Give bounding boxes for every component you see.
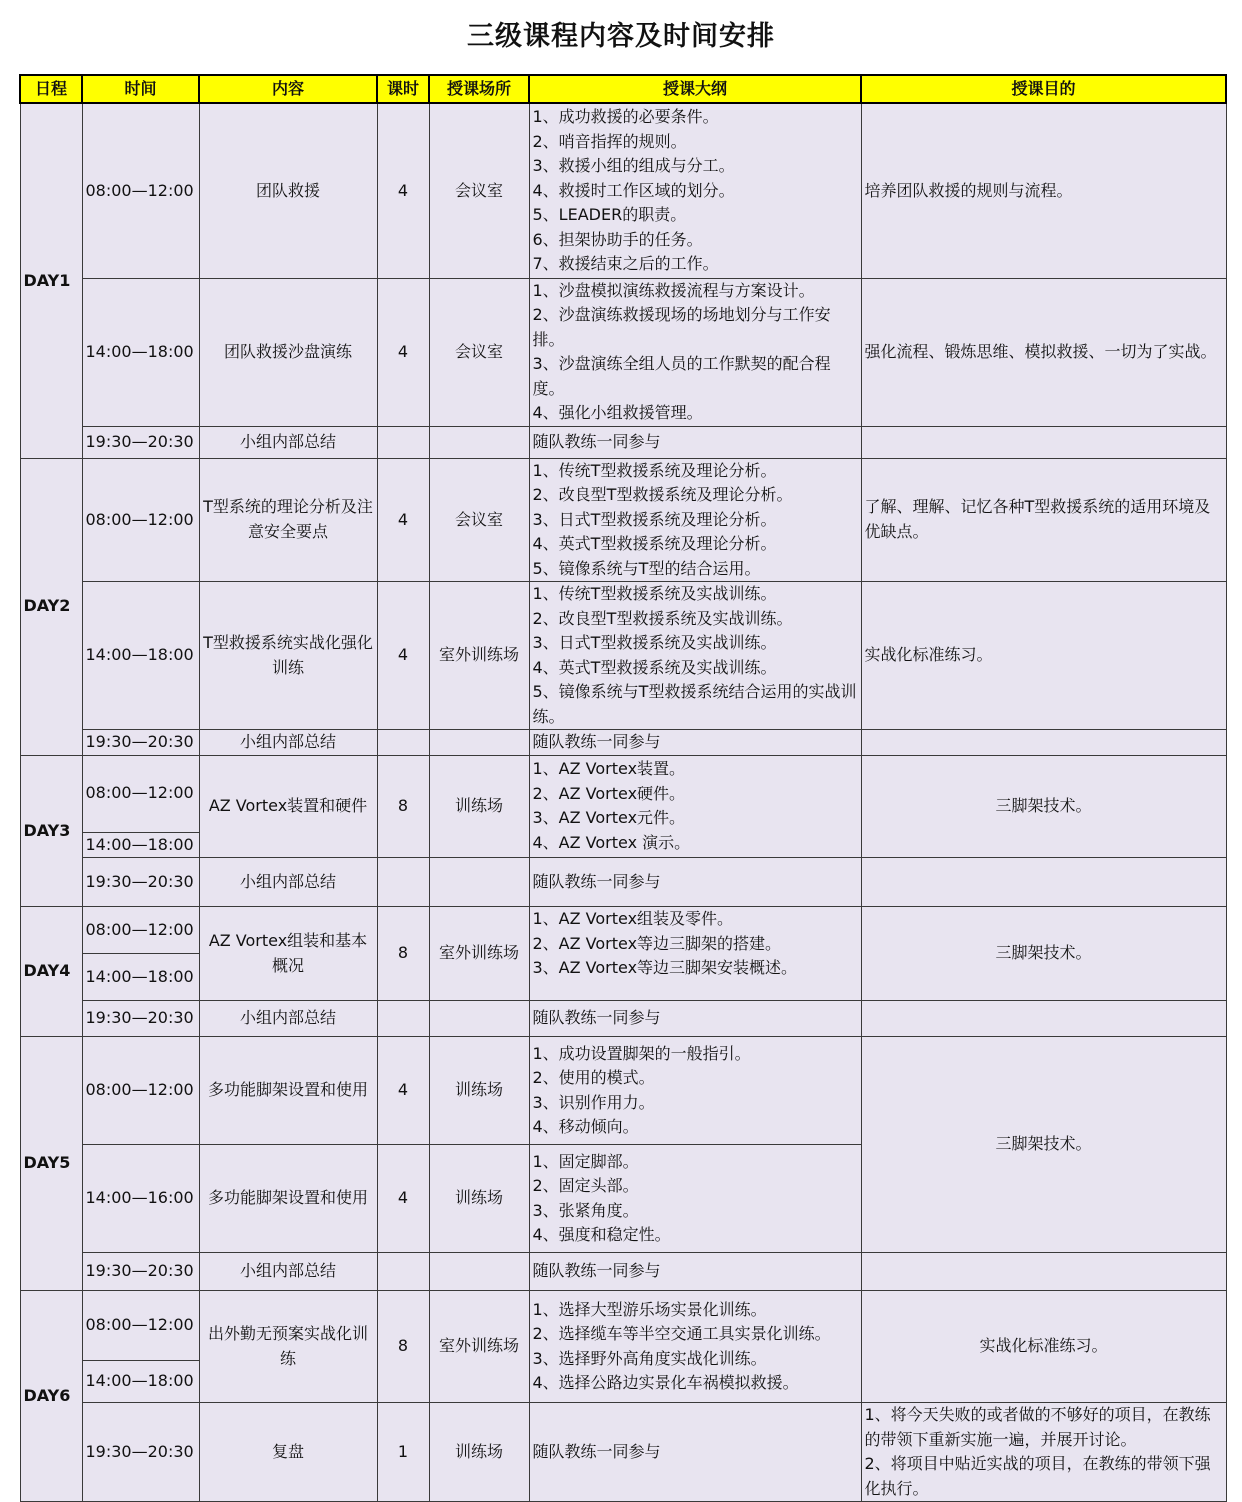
time-cell: 08:00—12:00 (82, 1037, 199, 1145)
outline-item: 2、改良型T型救援系统及实战训练。 (532, 608, 793, 628)
time-cell: 14:00—18:00 (82, 1361, 199, 1403)
outline-item: 6、担架协助手的任务。 (532, 229, 703, 249)
outline-item: 3、AZ Vortex等边三脚架安装概述。 (532, 958, 798, 977)
hours-cell (377, 1253, 429, 1291)
day-label: DAY2 (20, 458, 82, 755)
day-label: DAY4 (20, 907, 82, 1037)
outline-cell: 随队教练一同参与 (529, 1001, 861, 1037)
outline-item: 4、救援时工作区域的划分。 (532, 180, 735, 200)
day-label: DAY5 (20, 1037, 82, 1291)
outline-cell: 随队教练一同参与 (529, 1403, 861, 1502)
time-cell: 19:30—20:30 (82, 730, 199, 756)
header-row (20, 75, 1226, 103)
outline-item: 1、沙盘模拟演练救援流程与方案设计。 (532, 280, 815, 300)
outline-item: 2、改良型T型救援系统及理论分析。 (532, 485, 793, 504)
table-row (20, 755, 1226, 832)
venue-cell: 训练场 (429, 1037, 529, 1145)
venue-cell (429, 1001, 529, 1037)
content-cell: AZ Vortex装置和硬件 (199, 755, 377, 858)
venue-cell: 训练场 (429, 1145, 529, 1253)
outline-item: 3、选择野外高角度实战化训练。 (532, 1348, 767, 1368)
hours-cell: 4 (377, 458, 429, 582)
purpose-cell: 强化流程、锻炼思维、模拟救援、一切为了实战。 (861, 278, 1226, 426)
time-cell: 19:30—20:30 (82, 1001, 199, 1037)
outline-item: 2、AZ Vortex等边三脚架的搭建。 (532, 933, 782, 953)
content-cell: 小组内部总结 (199, 858, 377, 907)
table-row (20, 907, 1226, 954)
outline-item: 4、强化小组救援管理。 (532, 403, 703, 422)
outline-item: 2、使用的模式。 (532, 1068, 655, 1087)
purpose-cell: 实战化标准练习。 (861, 1291, 1226, 1403)
outline-item: 2、AZ Vortex硬件。 (532, 783, 686, 803)
hours-cell (377, 858, 429, 907)
time-cell: 08:00—12:00 (82, 1291, 199, 1361)
header-venue: 授课场所 (429, 75, 529, 103)
venue-cell (429, 858, 529, 907)
content-cell: 小组内部总结 (199, 730, 377, 756)
outline-item: 7、救援结束之后的工作。 (532, 254, 719, 273)
outline-item: 2、选择缆车等半空交通工具实景化训练。 (532, 1324, 831, 1343)
venue-cell: 室外训练场 (429, 907, 529, 1001)
day-label: DAY3 (20, 755, 82, 907)
hours-cell (377, 730, 429, 756)
outline-item: 4、AZ Vortex 演示。 (532, 832, 691, 852)
outline-item: 3、张紧角度。 (532, 1200, 639, 1220)
hours-cell: 4 (377, 1145, 429, 1253)
outline-cell (529, 907, 861, 1001)
venue-cell (429, 426, 529, 458)
outline-item: 1、传统T型救援系统及理论分析。 (532, 460, 777, 480)
content-cell: 复盘 (199, 1403, 377, 1502)
venue-cell (429, 730, 529, 756)
venue-cell: 室外训练场 (429, 582, 529, 730)
outline-cell (529, 1291, 861, 1403)
table-row (20, 858, 1226, 907)
outline-item: 1、AZ Vortex组装及零件。 (532, 909, 734, 928)
venue-cell: 训练场 (429, 755, 529, 858)
outline-item: 1、成功救援的必要条件。 (532, 107, 719, 126)
outline-cell: 随队教练一同参与 (529, 730, 861, 756)
day-label: DAY6 (20, 1291, 82, 1502)
venue-cell: 室外训练场 (429, 1291, 529, 1403)
table-row (20, 1253, 1226, 1291)
time-cell: 08:00—12:00 (82, 458, 199, 582)
outline-item: 5、镜像系统与T型救援系统结合运用的实战训练。 (532, 682, 857, 726)
hours-cell: 8 (377, 1291, 429, 1403)
time-cell: 08:00—12:00 (82, 103, 199, 278)
table-row (20, 1037, 1226, 1145)
outline-item: 3、沙盘演练全组人员的工作默契的配合程度。 (532, 354, 831, 398)
header-hours: 课时 (377, 75, 429, 103)
table-row (20, 426, 1226, 458)
outline-item: 1、传统T型救援系统及实战训练。 (532, 584, 777, 603)
outline-cell (529, 1145, 861, 1253)
page-title: 三级课程内容及时间安排 (467, 21, 775, 52)
venue-cell (429, 1253, 529, 1291)
hours-cell: 4 (377, 1037, 429, 1145)
content-cell: 小组内部总结 (199, 1253, 377, 1291)
venue-cell: 会议室 (429, 278, 529, 426)
time-cell: 19:30—20:30 (82, 1253, 199, 1291)
hours-cell (377, 426, 429, 458)
purpose-cell (861, 1001, 1226, 1037)
outline-item: 5、LEADER的职责。 (532, 205, 687, 224)
table-row (20, 582, 1226, 730)
purpose-cell (861, 1403, 1226, 1502)
table-row (20, 730, 1226, 756)
outline-cell: 随队教练一同参与 (529, 858, 861, 907)
purpose-cell (861, 730, 1226, 756)
outline-item: 4、选择公路边实景化车祸模拟救援。 (532, 1373, 799, 1392)
outline-item: 1、选择大型游乐场实景化训练。 (532, 1299, 767, 1319)
purpose-cell (861, 858, 1226, 907)
time-cell: 08:00—12:00 (82, 907, 199, 954)
time-cell: 14:00—16:00 (82, 1145, 199, 1253)
outline-item: 5、镜像系统与T型的结合运用。 (532, 558, 761, 578)
table-row (20, 103, 1226, 278)
purpose-cell: 三脚架技术。 (861, 907, 1226, 1001)
outline-item: 3、救援小组的组成与分工。 (532, 156, 735, 175)
outline-cell: 随队教练一同参与 (529, 1253, 861, 1291)
header-purpose: 授课目的 (861, 75, 1226, 103)
outline-cell (529, 458, 861, 582)
header-outline: 授课大纲 (529, 75, 861, 103)
outline-cell: 随队教练一同参与 (529, 426, 861, 458)
purpose-cell (861, 1253, 1226, 1291)
content-cell: 多功能脚架设置和使用 (199, 1145, 377, 1253)
outline-item: 3、识别作用力。 (532, 1092, 655, 1112)
table-row (20, 278, 1226, 426)
purpose-cell: 培养团队救援的规则与流程。 (861, 103, 1226, 278)
outline-cell (529, 103, 861, 278)
time-cell: 19:30—20:30 (82, 1403, 199, 1502)
header-content: 内容 (199, 75, 377, 103)
content-cell: 小组内部总结 (199, 1001, 377, 1037)
table-row (20, 1001, 1226, 1037)
outline-item: 4、移动倾向。 (532, 1117, 639, 1136)
content-cell: 小组内部总结 (199, 426, 377, 458)
hours-cell: 1 (377, 1403, 429, 1502)
time-cell: 14:00—18:00 (82, 278, 199, 426)
outline-item: 2、固定头部。 (532, 1176, 639, 1195)
outline-cell (529, 582, 861, 730)
venue-cell: 会议室 (429, 103, 529, 278)
outline-cell (529, 278, 861, 426)
hours-cell: 8 (377, 755, 429, 858)
hours-cell: 4 (377, 582, 429, 730)
outline-item: 4、英式T型救援系统及实战训练。 (532, 657, 777, 677)
outline-item: 4、英式T型救援系统及理论分析。 (532, 534, 777, 553)
purpose-cell (861, 426, 1226, 458)
time-cell: 14:00—18:00 (82, 832, 199, 858)
time-cell: 14:00—18:00 (82, 582, 199, 730)
outline-cell (529, 755, 861, 858)
content-cell: 多功能脚架设置和使用 (199, 1037, 377, 1145)
outline-cell (529, 1037, 861, 1145)
outline-item: 1、AZ Vortex装置。 (532, 759, 686, 779)
venue-cell: 会议室 (429, 458, 529, 582)
content-cell: 出外勤无预案实战化训练 (199, 1291, 377, 1403)
content-cell: 团队救援沙盘演练 (199, 278, 377, 426)
day-label: DAY1 (20, 103, 82, 458)
hours-cell: 4 (377, 278, 429, 426)
outline-item: 1、成功设置脚架的一般指引。 (532, 1043, 751, 1063)
header-day: 日程 (20, 75, 82, 103)
content-cell: AZ Vortex组装和基本概况 (199, 907, 377, 1001)
purpose-cell: 三脚架技术。 (861, 755, 1226, 858)
hours-cell (377, 1001, 429, 1037)
outline-item: 2、哨音指挥的规则。 (532, 131, 687, 151)
table-row (20, 458, 1226, 582)
hours-cell: 8 (377, 907, 429, 1001)
purpose-cell: 实战化标准练习。 (861, 582, 1226, 730)
content-cell: 团队救援 (199, 103, 377, 278)
header-time: 时间 (82, 75, 199, 103)
outline-item: 3、日式T型救援系统及理论分析。 (532, 509, 777, 529)
schedule-table (19, 74, 1227, 1502)
table-row (20, 1403, 1226, 1502)
hours-cell: 4 (377, 103, 429, 278)
table-row (20, 1291, 1226, 1361)
time-cell: 14:00—18:00 (82, 954, 199, 1001)
content-cell: T型系统的理论分析及注意安全要点 (199, 458, 377, 582)
time-cell: 19:30—20:30 (82, 426, 199, 458)
outline-item: 1、固定脚部。 (532, 1151, 639, 1171)
outline-item: 4、强度和稳定性。 (532, 1225, 671, 1244)
purpose-item: 1、将今天失败的或者做的不够好的项目，在教练的带领下重新实施一遍，并展开讨论。 (864, 1405, 1211, 1449)
outline-item: 3、AZ Vortex元件。 (532, 808, 686, 828)
outline-item: 3、日式T型救援系统及实战训练。 (532, 633, 777, 652)
venue-cell: 训练场 (429, 1403, 529, 1502)
outline-item: 2、沙盘演练救援现场的场地划分与工作安排。 (532, 305, 831, 349)
purpose-item: 2、将项目中贴近实战的项目，在教练的带领下强化执行。 (864, 1454, 1211, 1498)
purpose-cell: 了解、理解、记忆各种T型救援系统的适用环境及优缺点。 (861, 458, 1226, 582)
content-cell: T型救援系统实战化强化训练 (199, 582, 377, 730)
time-cell: 08:00—12:00 (82, 755, 199, 832)
purpose-cell: 三脚架技术。 (861, 1037, 1226, 1253)
time-cell: 19:30—20:30 (82, 858, 199, 907)
